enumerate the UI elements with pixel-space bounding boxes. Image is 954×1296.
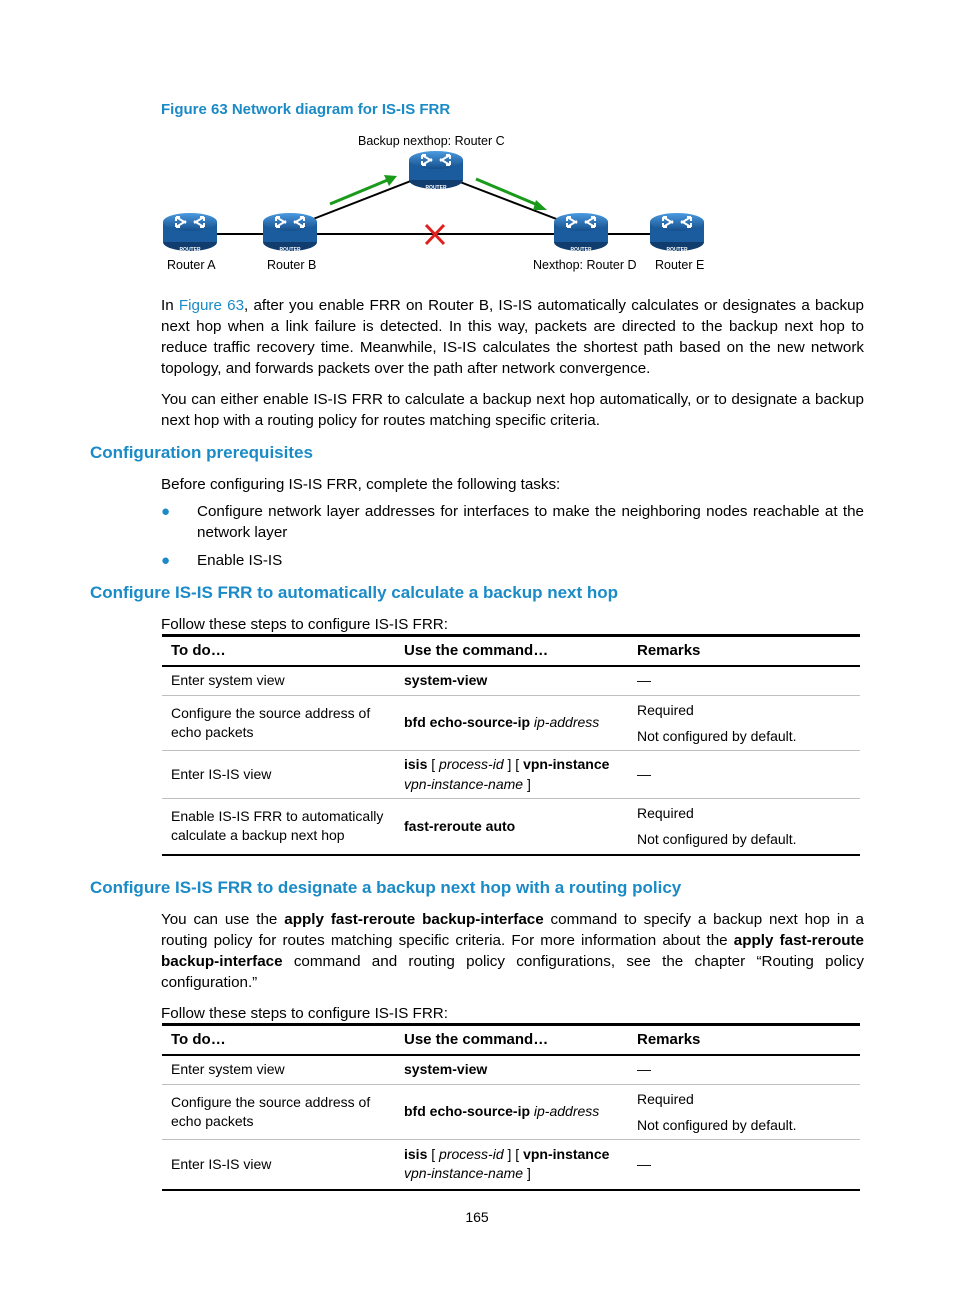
bullet-icon: ● (161, 552, 171, 569)
column-header: Remarks (628, 636, 860, 666)
router-d-icon-text: ROUTER (570, 247, 592, 253)
column-header: Use the command… (395, 636, 628, 666)
router-a-label: Router A (167, 258, 216, 272)
auto-lead: Follow these steps to configure IS-IS FRR: (161, 616, 448, 633)
policy-steps-table (162, 1023, 860, 1191)
auto-heading: Configure IS-IS FRR to automatically calculate a backup next hop (90, 583, 619, 602)
table-header-row (162, 636, 860, 666)
router-a-icon-text: ROUTER (179, 247, 201, 253)
list-item: ● Configure network layer addresses for interfaces to make the neighboring nodes reachable at the network layer (161, 503, 864, 541)
router-c-icon-text: ROUTER (425, 185, 447, 191)
router-a-icon (163, 213, 217, 251)
column-header: Remarks (628, 1025, 860, 1055)
table-row: Enter IS-IS view isis [ process-id ] [ vpn-instance vpn-instance-name ] — (162, 1140, 860, 1190)
policy-lead: Follow these steps to configure IS-IS FRR: (161, 1005, 448, 1022)
table-header-row (162, 1025, 860, 1055)
policy-paragraph: You can use the apply fast-reroute backup-interface command to specify a backup next hop in a routing policy for routes matching specific criteria. For more information about the apply fast-reroute backup-interface command and routing policy configurations, see the chapter “Routing policy configuration.” (161, 911, 865, 991)
table-row: Enable IS-IS FRR to automatically calculate a backup next hop fast-reroute auto Required Not configured by default. (162, 799, 860, 855)
figure-63-link[interactable]: Figure 63 (178, 297, 245, 314)
router-b-icon (263, 213, 317, 251)
router-c-label: Backup nexthop: Router C (358, 134, 505, 148)
network-diagram-svg (150, 128, 730, 278)
router-d-icon (554, 213, 608, 251)
auto-steps-table (162, 634, 860, 856)
router-e-icon (650, 213, 704, 251)
table-row: Enter system view system-view — (162, 666, 860, 696)
policy-heading: Configure IS-IS FRR to designate a backup next hop with a routing policy (90, 878, 682, 897)
router-d-label: Nexthop: Router D (533, 258, 637, 272)
network-diagram (150, 128, 730, 278)
page-number: 165 (465, 1209, 489, 1225)
column-header: To do… (162, 1025, 395, 1055)
intro-paragraph-1: In Figure 63, after you enable FRR on Router B, IS-IS automatically calculates or designates a backup next hop when a link failure is detected. In this way, packets are directed to the backup next hop to reduce traffic recovery time. Meanwhile, IS-IS calculates the shortest path based on the new network topology, and forwards packets over the path after network convergence. (161, 297, 864, 377)
prerequisites-lead: Before configuring IS-IS FRR, complete the following tasks: (161, 476, 561, 493)
router-b-icon-text: ROUTER (279, 247, 301, 253)
table-row: Configure the source address of echo packets bfd echo-source-ip ip-address Required Not configured by default. (162, 696, 860, 751)
prerequisites-heading: Configuration prerequisites (90, 443, 313, 462)
router-e-icon-text: ROUTER (666, 247, 688, 253)
router-b-label: Router B (267, 258, 317, 272)
figure-caption: Figure 63 Network diagram for IS-IS FRR (161, 101, 451, 118)
table-row: Enter system view system-view — (162, 1055, 860, 1085)
table-row: Enter IS-IS view isis [ process-id ] [ vpn-instance vpn-instance-name ] — (162, 751, 860, 799)
list-item: ● Enable IS-IS (161, 552, 283, 569)
column-header: To do… (162, 636, 395, 666)
table-row: Configure the source address of echo packets bfd echo-source-ip ip-address Required Not configured by default. (162, 1085, 860, 1140)
intro-paragraph-2: You can either enable IS-IS FRR to calculate a backup next hop automatically, or to designate a backup next hop with a routing policy for routes matching specific criteria. (161, 391, 864, 429)
router-c-icon (409, 151, 463, 189)
router-e-label: Router E (655, 258, 705, 272)
column-header: Use the command… (395, 1025, 628, 1055)
bullet-icon: ● (161, 503, 171, 520)
